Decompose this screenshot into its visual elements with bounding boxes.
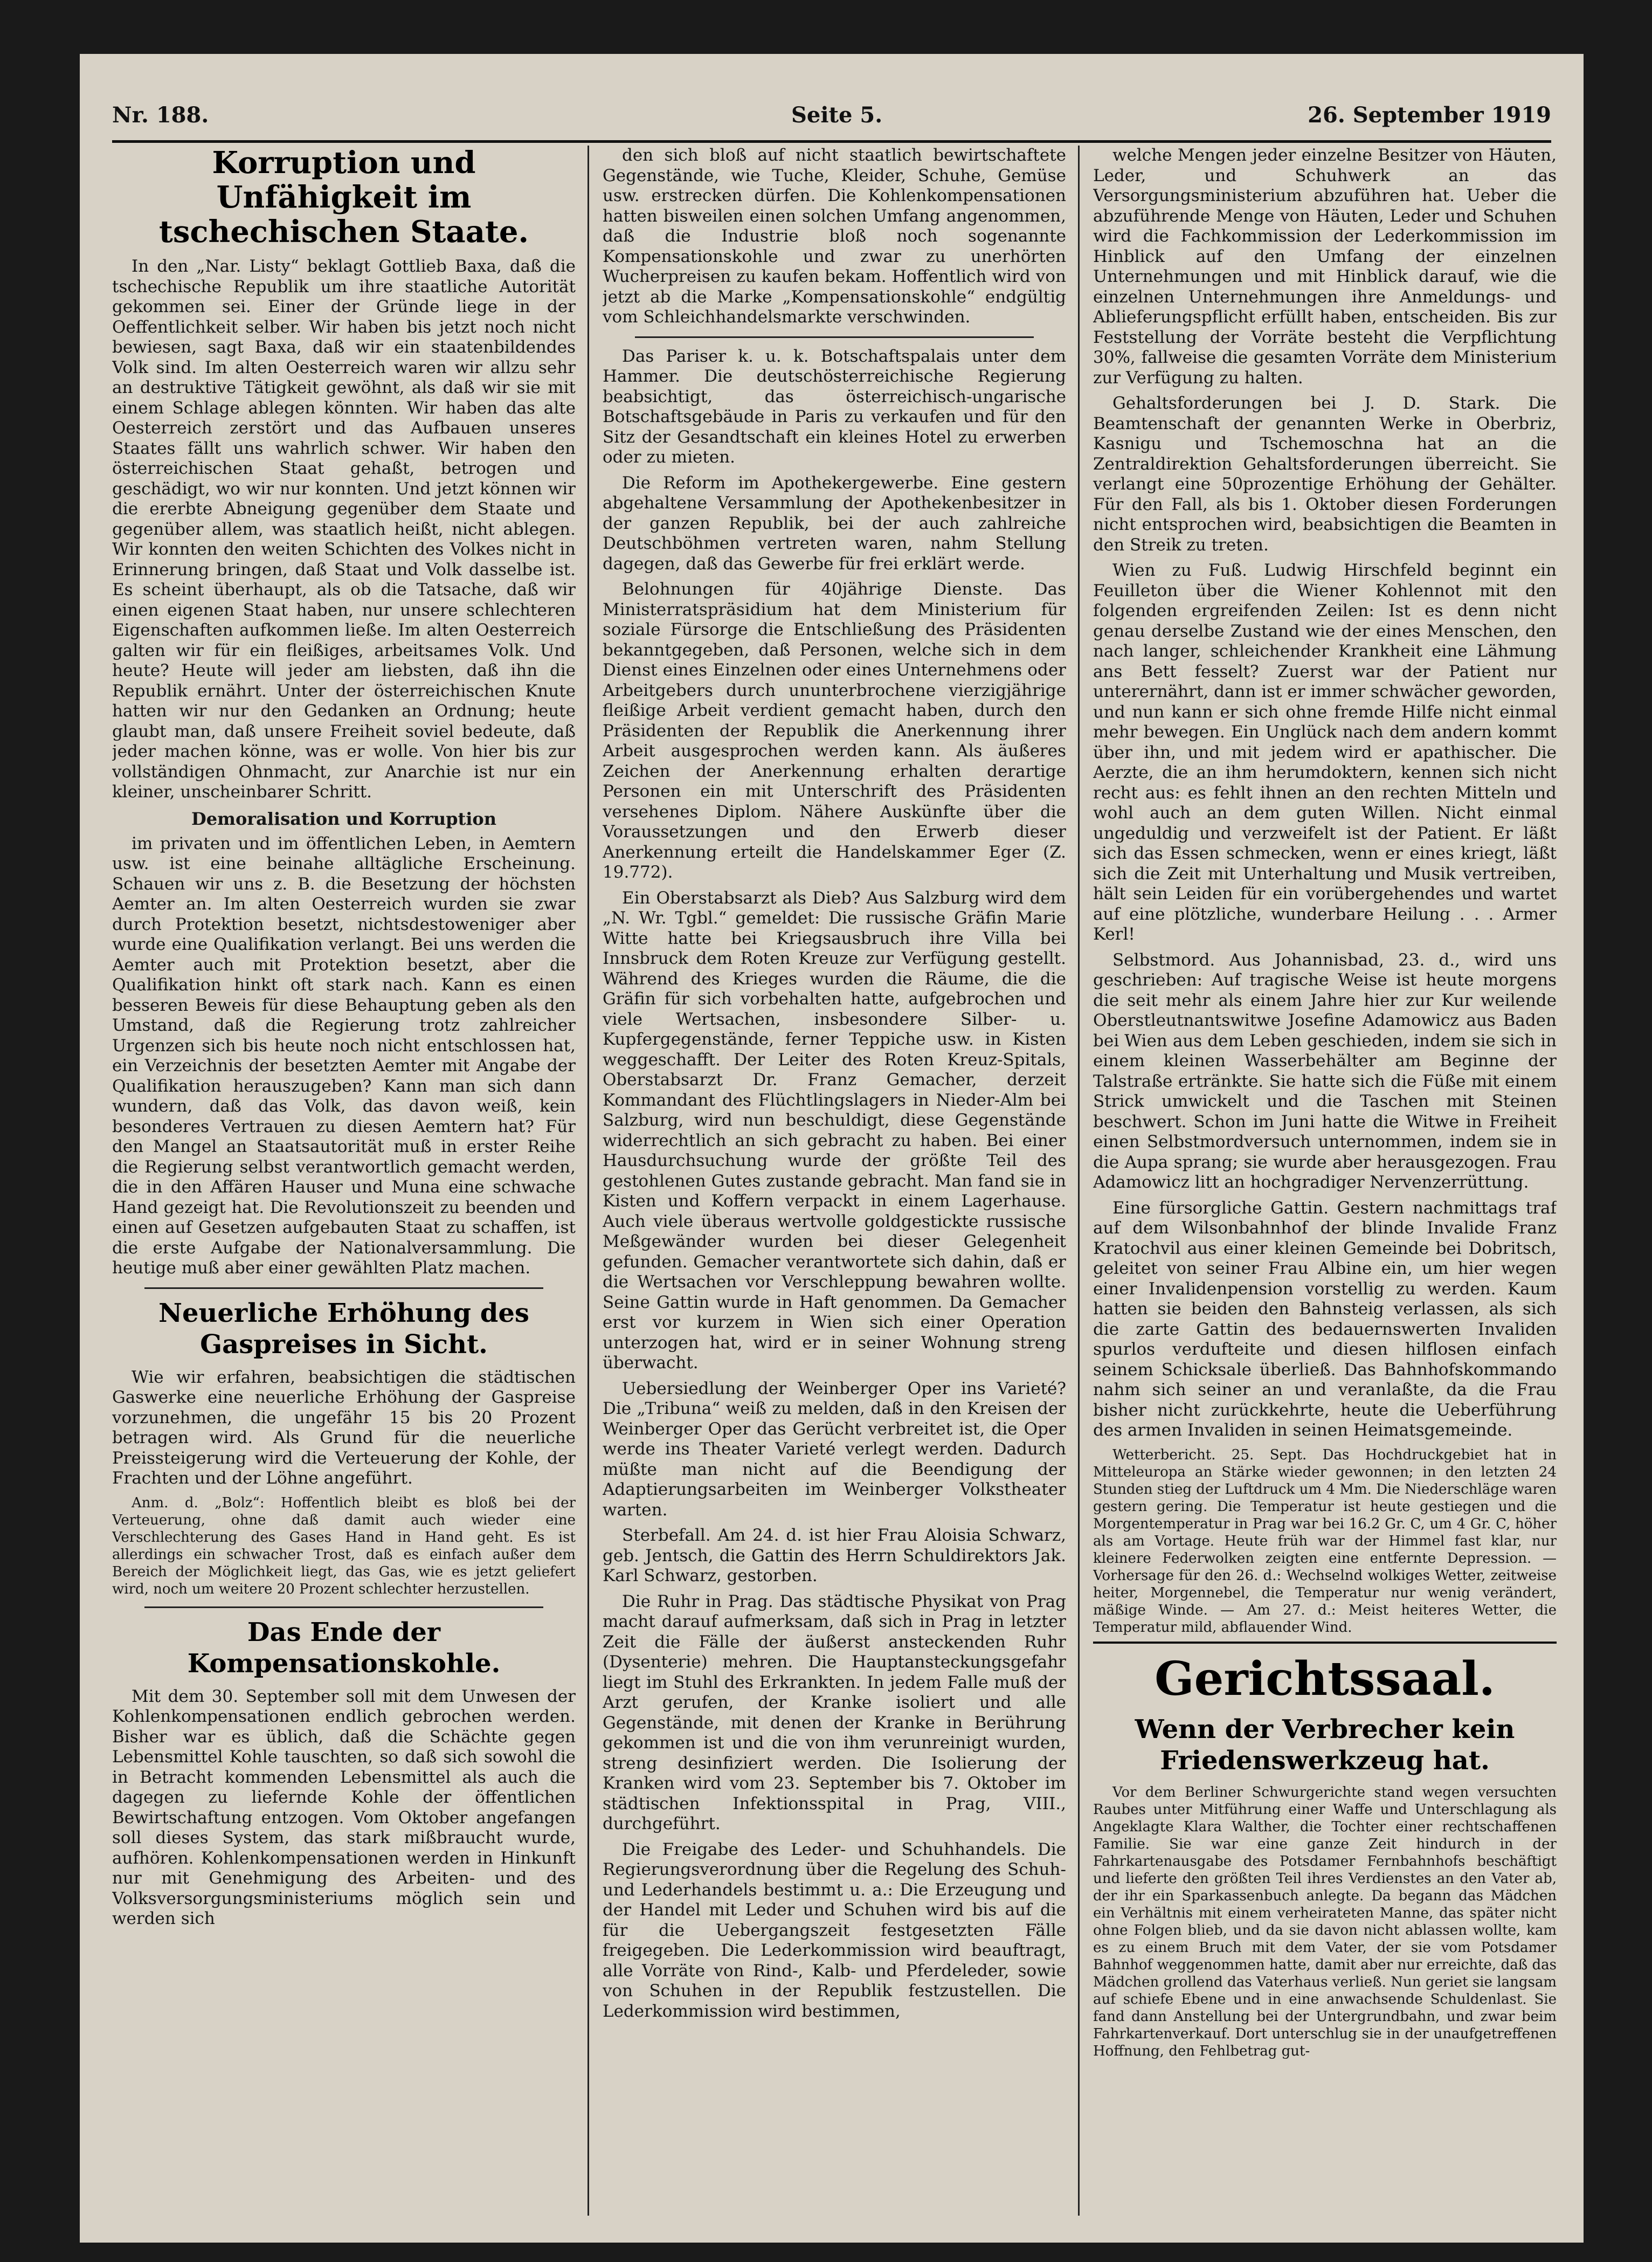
headline-verbrecher: Wenn der Verbrecher kein Friedenswerkzeug hat. [1135,1714,1515,1776]
news-item: Selbstmord. Aus Johannisbad, 23. d., wird uns geschrieben: Auf tragische Weise ist heute morgens die seit mehr als einem Jahre hier zur Kur weilende Oberstleutnantswitwe Josefine Adamowicz aus Baden bei Wien aus dem Leben geschieden, indem sie sich in einem kleinen Wasserbehälter am Beginne der Talstraße ertränkte. Sie hatte sich die Füße mit einem Strick umwickelt und die Taschen mit Steinen beschwert. Schon im Juni hatte die Witwe in Freiheit einen Selbstmordversuch unternommen, indem sie in die Aupa sprang; sie wurde aber herausgezogen. Frau Adamowicz litt an hochgradiger Nervenzerrüttung. [1093,950,1557,1192]
article-paragraph: Wie wir erfahren, beabsichtigen die städtischen Gaswerke eine neuerliche Erhöhung der Gaspreise vorzunehmen, die ungefähr 15 bis 20 Prozent betragen wird. Als Grund für die neuerliche Preissteigerung wird die Verteuerung der Kohle, der Frachten und der Löhne angeführt. [112,1367,576,1488]
subheading-demoralisation: Demoralisation und Korruption [191,808,497,829]
article-paragraph: Vor dem Berliner Schwurgerichte stand wegen versuchten Raubes unter Mitführung einer Waffe und Unterschlagung als Angeklagte Klara Walther, die Tochter einer rechtschaffenen Familie. Sie war eine ganze Zeit hindurch in der Fahrkartenausgabe des Potsdamer Fernbahnhofs beschäftigt und lieferte den größten Teil ihres Verdienstes an den Vater ab, der ihr ein Sparkassenbuch anlegte. Da begann das Mädchen ein Verhältnis mit einem verheirateten Manne, das später nicht ohne Folgen blieb, und da sie davon nicht ablassen wollte, kam es zu einem Bruch mit dem Vater, der sie vom Potsdamer Bahnhof weggenommen hatte, damit aber nur erreichte, daß das Mädchen grollend das Vaterhaus verließ. Nun geriet sie langsam auf schiefe Ebene und in eine anwachsende Schuldenlast. Sie fand dann Anstellung bei der Untergrundbahn, und zwar beim Fahrkartenverkauf. Dort unterschlug sie in der unaufgetreffenen Hoffnung, den Fehlbetrag gut- [1093,1784,1557,2059]
column-rule [1078,146,1080,2216]
news-item: Ein Oberstabsarzt als Dieb? Aus Salzburg wird dem „N. Wr. Tgbl.“ gemeldet: Die russische Gräfin Marie Witte hatte bei Kriegsausbruch ihre Villa bei Innsbruck dem Roten Kreuze zur Verfügung gestellt. Während des Krieges wurden die Räume, die die Gräfin für sich vorbehalten hatte, aufgebrochen und viele Wertsachen, insbesondere Silber- u. Kupfergegenstände, ferner Teppiche usw. in Kisten weggeschafft. Der Leiter des Roten Kreuz-Spitals, Oberstabsarzt Dr. Franz Gemacher, derzeit Kommandant des Flüchtlingslagers in Nieder-Alm bei Salzburg, wird nun beschuldigt, diese Gegenstände widerrechtlich an sich gebracht zu haben. Bei einer Hausdurchsuchung wurde der größte Teil des gestohlenen Gutes zustande gebracht. Man fand sie in Kisten und Koffern verpackt in einem Lagerhause. Auch viele überaus wertvolle goldgestickte russische Meßgewänder wurden bei dieser Gelegenheit gefunden. Gemacher verantwortete sich dahin, daß er die Wertsachen vor Verschleppung bewahren wollte. Seine Gattin wurde in Haft genommen. Da Gemacher erst vor kurzem in Wien sich einer Operation unterzogen hat, wird er in seiner Wohnung streng überwacht. [603,888,1066,1373]
page-header [112,97,1551,143]
headline-kompensationskohle: Das Ende der Kompensationskohle. [187,1617,501,1679]
section-title-gerichtssaal: Gerichtssaal. [1093,1642,1557,1706]
article-paragraph: In den „Nar. Listy“ beklagt Gottlieb Baxa, daß die tschechische Republik um ihre staatliche Autorität gekommen sei. Einer der Gründe liege in der Oeffentlichkeit selber. Wir haben bis jetzt noch nicht bewiesen, sagt Baxa, daß wir ein staatenbildendes Volk sind. Im alten Oesterreich waren wir allzu sehr an destruktive Tätigkeit gewöhnt, als daß wir sie mit einem Schlage ablegen könnten. Wir haben das alte Oesterreich zerstört und das Aufbauen unseres Staates fällt uns wahrlich schwer. Wir haben den österreichischen Staat gehaßt, betrogen und geschädigt, wo wir nur konnten. Und jetzt können wir die ererbte Abneigung gegenüber dem Staate und gegenüber allem, was staatlich heißt, nicht ablegen. Wir konnten den weiten Schichten des Volkes nicht in Erinnerung bringen, daß Staat und Volk dasselbe ist. Es scheint überhaupt, als ob die Tatsache, daß wir einen eigenen Staat haben, nur unsere schlechteren Eigenschaften aufkommen ließe. Im alten Oesterreich galten wir für ein fleißiges, arbeitsames Volk. Und heute? Heute will jeder am liebsten, daß ihn die Republik ernährt. Unter der österreichischen Knute hatten wir nur den Gedanken an Ordnung; heute glaubt man, daß unsere Freiheit soviel bedeute, daß jeder machen könne, was er wolle. Von hier bis zur vollständigen Ohnmacht, zur Anarchie ist nur ein kleiner, unscheinbarer Schritt. [112,257,576,802]
article-paragraph: den sich bloß auf nicht staatlich bewirtschaftete Gegenstände, wie Tuche, Kleider, Schuhe, Gemüse usw. erstrecken dürfen. Die Kohlenkompensationen hatten bisweilen einen solchen Umfang angenommen, daß die Industrie bloß noch sogenannte Kompensationskohle und zwar zu unerhörten Wucherpreisen zu kaufen bekam. Hoffentlich wird von jetzt ab die Marke „Kompensationskohle“ endgültig vom Schleichhandelsmarkte verschwinden. [603,146,1066,327]
article-note: Anm. d. „Bolz“: Hoffentlich bleibt es bloß bei der Verteuerung, ohne daß damit auch wieder eine Verschlechterung des Gases Hand in Hand geht. Es ist allerdings ein schwacher Trost, daß es einfach außer dem Bereich der Möglichkeit liegt, das Gas, wie es jetzt geliefert wird, noch um weitere 20 Prozent schlechter herzustellen. [112,1494,576,1597]
divider [635,336,1034,338]
column-2 [603,146,1066,2216]
page-number: Seite 5. [791,102,883,128]
column-rule [587,146,589,2216]
news-item: Die Freigabe des Leder- und Schuhhandels. Die Regierungsverordnung über die Regelung des Schuh- und Lederhandels bestimmt u. a.: Die Erzeugung und der Handel mit Leder und Schuhen wird bis auf die für die Uebergangszeit festgesetzten Fälle freigegeben. Die Lederkommission wird beauftragt, alle Vorräte von Rind-, Kalb- und Pferdeleder, sowie von Schuhen in der Republik festzustellen. Die Lederkommission wird bestimmen, [603,1839,1066,2021]
headline-gaspreis: Neuerliche Erhöhung des Gaspreises in Sicht. [158,1298,529,1360]
headline-korruption: Korruption und Unfähigkeit im tschechischen Staate. [159,146,529,250]
article-paragraph: welche Mengen jeder einzelne Besitzer von Häuten, Leder, und Schuhwerk an das Versorgungsministerium abzuführen hat. Ueber die abzuführende Menge von Häuten, Leder und Schuhen wird die Fachkommission der Lederkommission im Hinblick auf den Umfang der einzelnen Unternehmungen und mit Hinblick darauf, wie die einzelnen Unternehmungen ihre Anmeldungs- und Ablieferungspflicht erfüllt haben, entscheiden. Bis zur Feststellung der Vorräte besteht die Verpflichtung 30%, fallweise die gesamten Vorräte dem Ministerium zur Verfügung zu halten. [1093,146,1557,388]
news-item: Uebersiedlung der Weinberger Oper ins Varieté? Die „Tribuna“ weiß zu melden, daß in den Kreisen der Weinberger Oper das Gerücht verbreitet ist, die Oper werde ins Theater Varieté verlegt werden. Dadurch müßte man nicht auf die Beendigung der Adaptierungsarbeiten im Weinberger Volkstheater warten. [603,1378,1066,1520]
column-3 [1093,146,1557,2216]
issue-date: 26. September 1919 [1308,102,1551,128]
news-item: Das Pariser k. u. k. Botschaftspalais unter dem Hammer. Die deutschösterreichische Regierung beabsichtigt, das österreichisch-ungarische Botschaftsgebäude in Paris zu verkaufen und für den Sitz der Gesandtschaft ein kleines Hotel zu erwerben oder zu mieten. [603,346,1066,467]
divider [144,1287,543,1289]
weather-report: Wetterbericht. 25. Sept. Das Hochdruckgebiet hat in Mitteleuropa an Stärke wieder gewonnen; in den letzten 24 Stunden stieg der Luftdruck um 4 Mm. Die Niederschläge waren gestern gering. Die Temperatur ist heute gestiegen und die Morgentemperatur in Prag war bei 16.2 Gr. C, um 4 Gr. C, höher als am Vortage. Heute früh war der Himmel fast klar, nur kleinere Federwolken zeigten eine entfernte Depression. — Vorhersage für den 26. d.: Wechselnd wolkiges Wetter, zeitweise heiter, Morgennebel, die Temperatur nur wenig verändert, mäßige Winde. — Am 27. d.: Meist heiteres Wetter, die Temperatur mild, abflauender Wind. [1093,1446,1557,1636]
divider [144,1606,543,1608]
newspaper-page [80,54,1584,2243]
news-item: Eine fürsorgliche Gattin. Gestern nachmittags traf auf dem Wilsonbahnhof der blinde Invalide Franz Kratochvil aus einer kleinen Gemeinde bei Dobritsch, geleitet von seiner Frau Albine ein, um hier wegen einer Invalidenpension vorstellig zu werden. Kaum hatten sie beiden den Bahnsteig verlassen, als sich die zarte Gattin des bedauernswerten Invaliden spurlos verdufteite und diesen hilflosen einfach seinem Schicksale überließ. Das Bahnhofskommando nahm sich seiner an und veranlaßte, da die Frau bisher nicht zurückkehrte, heute die Ueberführung des armen Invaliden in seinen Heimatsgemeinde. [1093,1198,1557,1440]
issue-number: Nr. 188. [112,102,209,128]
article-paragraph: Mit dem 30. September soll mit dem Unwesen der Kohlenkompensationen endlich gebrochen werden. Bisher war es üblich, daß die Schächte gegen Lebensmittel Kohle tauschten, so daß sich sowohl die in Betracht kommenden Lebensmittel als auch die dagegen zu liefernde Kohle der öffentlichen Bewirtschaftung entzogen. Vom Oktober angefangen soll dieses System, das stark mißbraucht wurde, aufhören. Kohlenkompensationen werden in Hinkunft nur mit Genehmigung des Arbeiten- und des Volksversorgungsministeriums möglich sein und werden sich [112,1686,576,1928]
news-item: Sterbefall. Am 24. d. ist hier Frau Aloisia Schwarz, geb. Jentsch, die Gattin des Herrn Schuldirektors Jak. Karl Schwarz, gestorben. [603,1526,1066,1585]
news-item: Belohnungen für 40jährige Dienste. Das Ministerratspräsidium hat dem Ministerium für soziale Fürsorge die Entschließung des Präsidenten bekanntgegeben, daß Personen, welche sich in dem Dienst eines Einzelnen oder eines Unternehmens oder Arbeitgebers durch ununterbrochene vierzigjährige fleißige Arbeit verdient gemacht haben, durch den Präsidenten der Republik die Anerkennung ihrer Arbeit ausgesprochen werden kann. Als äußeres Zeichen der Anerkennung erhalten derartige Personen ein mit Unterschrift des Präsidenten versehenes Diplom. Nähere Auskünfte über die Voraussetzungen und den Erwerb dieser Anerkennung erteilt die Handelskammer Eger (Z. 19.772). [603,580,1066,882]
news-item: Die Ruhr in Prag. Das städtische Physikat von Prag macht darauf aufmerksam, daß sich in Prag in letzter Zeit die Fälle der äußerst ansteckenden Ruhr (Dysenterie) mehren. Die Hauptansteckungsgefahr liegt im Stuhl des Erkrankten. In jedem Falle muß der Arzt gerufen, der Kranke isoliert und alle Gegenstände, mit denen der Kranke in Berührung gekommen ist und die von ihm verunreinigt wurden, streng desinfiziert werden. Die Isolierung der Kranken wird vom 23. September bis 7. Oktober im städtischen Infektionsspital in Prag, VIII., durchgeführt. [603,1591,1066,1833]
news-item: Wien zu Fuß. Ludwig Hirschfeld beginnt ein Feuilleton über die Wiener Kohlennot mit den folgenden ergreifenden Zeilen: Ist es denn nicht genau derselbe Zustand wie der eines Menschen, den nach langer, schleichender Krankheit eine Lähmung ans Bett fesselt? Zuerst war der Patient nur unterernährt, dann ist er immer schwächer geworden, und nun kann er sich ohne fremde Hilfe nicht einmal mehr bewegen. Ein Unglück nach dem andern kommt über ihn, und mit jedem wird er apathischer. Die Aerzte, die an ihm herumdoktern, kennen sich nicht recht aus: es fehlt ihnen an den rechten Mitteln und wohl auch an dem guten Willen. Nicht einmal ungeduldig und verzweifelt ist der Patient. Er läßt sich das Essen schmecken, wenn er eines kriegt, läßt sich die Zeit mit Unterhaltung und Musik vertreiben, hält sein Leiden für ein vorübergehendes und wartet auf eine plötzliche, wunderbare Heilung . . . Armer Kerl! [1093,561,1557,944]
column-1 [112,146,576,2216]
news-item: Die Reform im Apothekergewerbe. Eine gestern abgehaltene Versammlung der Apothekenbesitzer in der ganzen Republik, bei der auch zahlreiche Deutschböhmen vertreten waren, nahm Stellung dagegen, daß das Gewerbe für frei erklärt werde. [603,473,1066,574]
news-item: Gehaltsforderungen bei J. D. Stark. Die Beamtenschaft der genannten Werke in Oberbriz, Kasnigu und Tschemoschna hat an die Zentraldirektion Gehaltsforderungen überreicht. Sie verlangt eine 50prozentige Erhöhung der Gehälter. Für den Fall, als bis 1. Oktober diesen Forderungen nicht entsprochen wird, beabsichtigen die Beamten in den Streik zu treten. [1093,394,1557,555]
article-paragraph: im privaten und im öffentlichen Leben, in Aemtern usw. ist eine beinahe alltägliche Erscheinung. Schauen wir uns z. B. die Besetzung der höchsten Aemter an. Im alten Oesterreich wurden sie zwar durch Protektion besetzt, nichtsdestoweniger aber wurde eine Qualifikation verlangt. Bei uns werden die Aemter auch mit Protektion besetzt, aber die Qualifikation hinkt oft stark nach. Kann es einen besseren Beweis für diese Behauptung geben als den Umstand, daß die Regierung trotz zahlreicher Urgenzen sich bis heute noch nicht entschlossen hat, ein Verzeichnis der besetzten Aemter mit Angabe der Qualifikation herauszugeben? Kann man sich dann wundern, daß das Volk, das davon weiß, kein besonderes Vertrauen zu diesen Aemtern hat? Für den Mangel an Staatsautorität muß in erster Reihe die Regierung selbst verantwortlich gemacht werden, die in den Affären Hauser und Muna eine schwache Hand gezeigt hat. Die Revolutionszeit zu beenden und einen auf Gesetzen aufgebauten Staat zu schaffen, ist die erste Aufgabe der Nationalversammlung. Die heutige muß aber einer gewählten Platz machen. [112,833,576,1278]
